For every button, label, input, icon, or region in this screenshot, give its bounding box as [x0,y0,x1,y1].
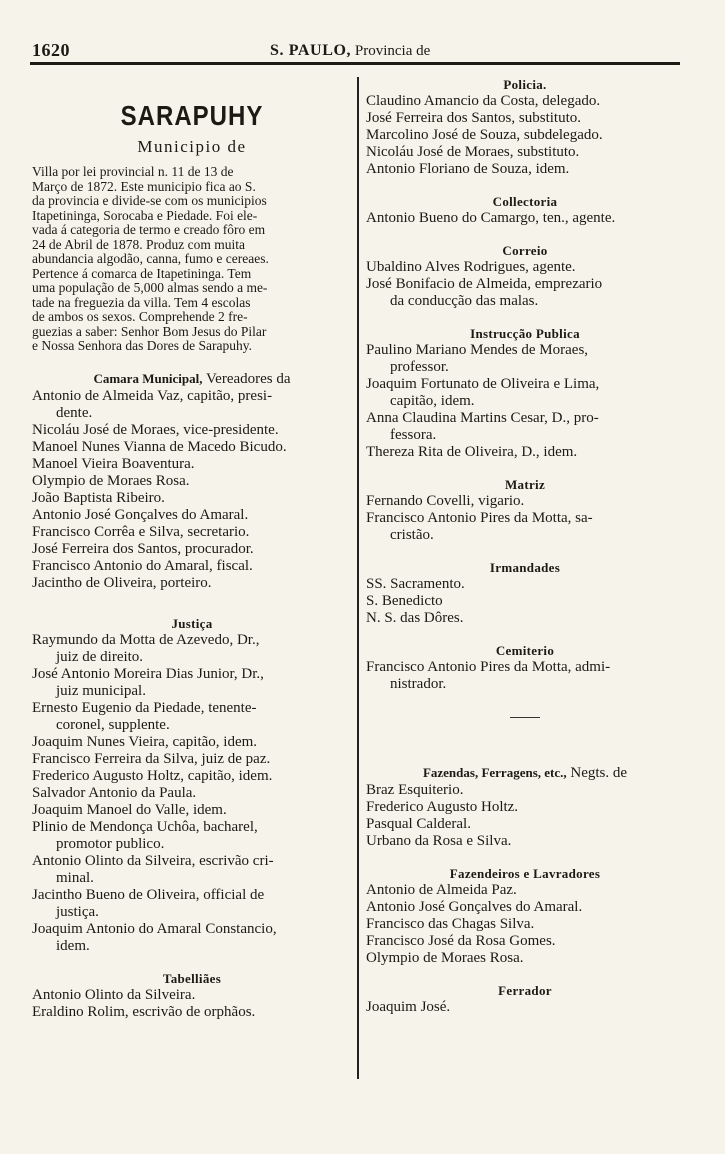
entry-line: Joaquim Antonio do Amaral Constancio, [32,920,277,937]
entry-line: Frederico Augusto Holtz, capitão, idem. [32,767,273,784]
matriz-list [366,493,684,544]
collectoria-heading: Collectoria [492,194,558,209]
entry-line: Francisco Ferreira da Silva, juiz de paz. [32,750,271,767]
description-line: tade na freguezia da villa. Tem 4 escolas [32,294,251,310]
description-line: guezias a saber: Senhor Bom Jesus do Pilar [32,323,267,339]
entry-line: Jacintho de Oliveira, porteiro. [32,574,212,591]
entry-line: Francisco Antonio Pires da Motta, admi- [366,659,611,675]
entry-line: cristão. [390,527,434,543]
entry-line: fessora. [390,427,437,443]
entry-line: minal. [56,869,94,886]
entry-line: Francisco José da Rosa Gomes. [366,933,556,949]
page-number: 1620 [32,40,70,60]
entry-line: Olympio de Moraes Rosa. [366,950,524,966]
correio-heading: Correio [502,243,548,258]
entry-line: Francisco Antonio do Amaral, fiscal. [32,557,253,574]
instrucao-heading: Instrucção Publica [470,326,580,341]
fazendeiros-list [366,882,684,967]
running-title [270,42,430,60]
entry-line: Nicoláu José de Moraes, vice-presidente. [32,421,279,438]
entry-line: José Ferreira dos Santos, procurador. [32,540,254,557]
camara-heading [32,370,352,388]
tabelliaes-heading: Tabelliães [162,970,222,986]
irmandades-heading: Irmandades [489,560,561,575]
entry-line: Joaquim Fortunato de Oliveira e Lima, [366,376,600,392]
entry-line: Antonio de Almeida Vaz, capitão, presi- [32,387,273,404]
entry-line: Antonio de Almeida Paz. [366,882,517,898]
entry-line: José Bonifacio de Almeida, emprezario [366,276,603,292]
entry-line: Antonio Bueno do Camargo, ten., agente. [366,210,616,226]
entry-line: Paulino Mariano Mendes de Moraes, [366,342,589,358]
ferrador-list [366,999,684,1016]
entry-line: Joaquim Manoel do Valle, idem. [32,801,227,818]
entry-line: João Baptista Ribeiro. [32,489,165,506]
camara-heading-rest: Vereadores da [206,370,291,387]
entry-line: da conducção das malas. [390,293,539,309]
entry-line: Olympio de Moraes Rosa. [32,472,190,489]
fazendas-heading-bold: Fazendas, Ferragens, etc., [422,765,567,780]
entry-line: professor. [390,359,449,375]
entry-line: Pasqual Calderal. [366,816,471,832]
entry-line: Ubaldino Alves Rodrigues, agente. [366,259,576,275]
description-line: e Nossa Senhora das Dores de Sarapuhy. [32,338,252,353]
entry-line: Nicoláu José de Moraes, substituto. [366,144,580,160]
entry-line: coronel, supplente. [56,716,170,733]
correio-list [366,259,684,310]
entry-line: juiz de direito. [56,648,144,665]
entry-line: nistrador. [390,676,447,692]
description-line: Villa por lei provincial n. 11 de 13 de [32,164,234,179]
entry-line: Raymundo da Motta de Azevedo, Dr., [32,631,260,648]
entry-line: Antonio Floriano de Souza, idem. [366,161,570,177]
entry-line: Antonio José Gonçalves do Amaral. [366,899,583,915]
entry-line: Salvador Antonio da Paula. [32,784,197,801]
description-line: uma população de 5,000 almas sendo a me- [32,280,268,295]
entry-line: Fernando Covelli, vigario. [366,493,525,509]
ferrador-heading: Ferrador [498,983,552,998]
left-column [32,77,352,1021]
two-column-body [30,77,680,1077]
description-line: 24 de Abril de 1878. Produz com muita [32,236,245,252]
section-divider-rule [510,717,540,718]
fazendas-heading [366,764,684,782]
municipality-subtitle: Municipio de [137,137,247,156]
municipality-title: SARAPUHY [120,100,264,132]
description-line: de ambos os sexos. Comprehende 2 fre- [32,309,248,324]
matriz-heading: Matriz [504,477,546,492]
collectoria-list [366,210,684,227]
almanac-page [30,36,680,1077]
description-line: da provincia e divide-se com os municipios [32,193,267,208]
description-line: Itapetininga, Sorocaba e Piedade. Foi ele- [32,207,258,223]
entry-line: justiça. [56,903,99,920]
entry-line: Antonio José Gonçalves do Amaral. [32,506,249,523]
entry-line: SS. Sacramento. [366,576,465,592]
header-rule [30,62,680,65]
entry-line: Marcolino José de Souza, subdelegado. [366,127,603,143]
description-line: vada á categoria de termo e creado fôro em [32,222,266,237]
entry-line: Ernesto Eugenio da Piedade, tenente- [32,699,257,716]
page-header [30,36,680,62]
entry-line: Thereza Rita de Oliveira, D., idem. [366,444,578,460]
policia-heading: Policia. [503,77,547,92]
entry-line: idem. [56,937,90,954]
camara-list [32,388,352,592]
entry-line: Francisco das Chagas Silva. [366,916,535,932]
description-line: Pertence á comarca de Itapetininga. Tem [32,265,252,281]
right-column [366,77,684,1016]
irmandades-list [366,576,684,627]
entry-line: Antonio Olinto da Silveira, escrivão cri- [32,852,274,869]
cemiterio-list [366,659,684,693]
fazendeiros-heading: Fazendeiros e Lavradores [449,866,601,881]
description-line: abundancia algodão, canna, fumo e cereaes. [32,251,269,266]
cemiterio-heading: Cemiterio [495,643,555,658]
description-line: Março de 1872. Este municipio fica ao S. [32,178,256,194]
instrucao-list [366,342,684,461]
entry-line: Plinio de Mendonça Uchôa, bacharel, [32,818,258,835]
entry-line: José Antonio Moreira Dias Junior, Dr., [32,665,264,682]
fazendas-heading-rest: Negts. de [570,765,628,781]
entry-line: Anna Claudina Martins Cesar, D., pro- [366,410,599,426]
municipality-description [32,165,352,354]
tabelliaes-list [32,987,352,1021]
entry-line: N. S. das Dôres. [366,610,464,626]
fazendas-list [366,782,684,850]
entry-line: Francisco Antonio Pires da Motta, sa- [366,510,593,526]
entry-line: capitão, idem. [390,393,475,409]
entry-line: Antonio Olinto da Silveira. [32,986,196,1003]
entry-line: Joaquim José. [366,999,451,1015]
column-divider [357,77,359,1079]
justica-heading: Justiça [171,615,213,631]
entry-line: Eraldino Rolim, escrivão de orphãos. [32,1003,256,1020]
entry-line: dente. [56,404,93,421]
entry-line: Francisco Corrêa e Silva, secretario. [32,523,250,540]
entry-line: promotor publico. [56,835,165,852]
entry-line: Frederico Augusto Holtz. [366,799,519,815]
camara-heading-bold: Camara Municipal, [93,370,203,386]
running-title-rest: Provincia de [354,43,431,59]
entry-line: Claudino Amancio da Costa, delegado. [366,93,601,109]
justica-list [32,632,352,955]
entry-line: juiz municipal. [56,682,146,699]
entry-line: S. Benedicto [366,593,443,609]
entry-line: Manoel Nunes Vianna de Macedo Bicudo. [32,438,287,455]
running-title-bold: S. PAULO, [270,42,352,59]
entry-line: Joaquim Nunes Vieira, capitão, idem. [32,733,258,750]
entry-line: Urbano da Rosa e Silva. [366,833,512,849]
entry-line: Manoel Vieira Boaventura. [32,455,195,472]
entry-line: Jacintho Bueno de Oliveira, official de [32,886,265,903]
policia-list [366,93,684,178]
entry-line: José Ferreira dos Santos, substituto. [366,110,581,126]
entry-line: Braz Esquiterio. [366,782,464,798]
